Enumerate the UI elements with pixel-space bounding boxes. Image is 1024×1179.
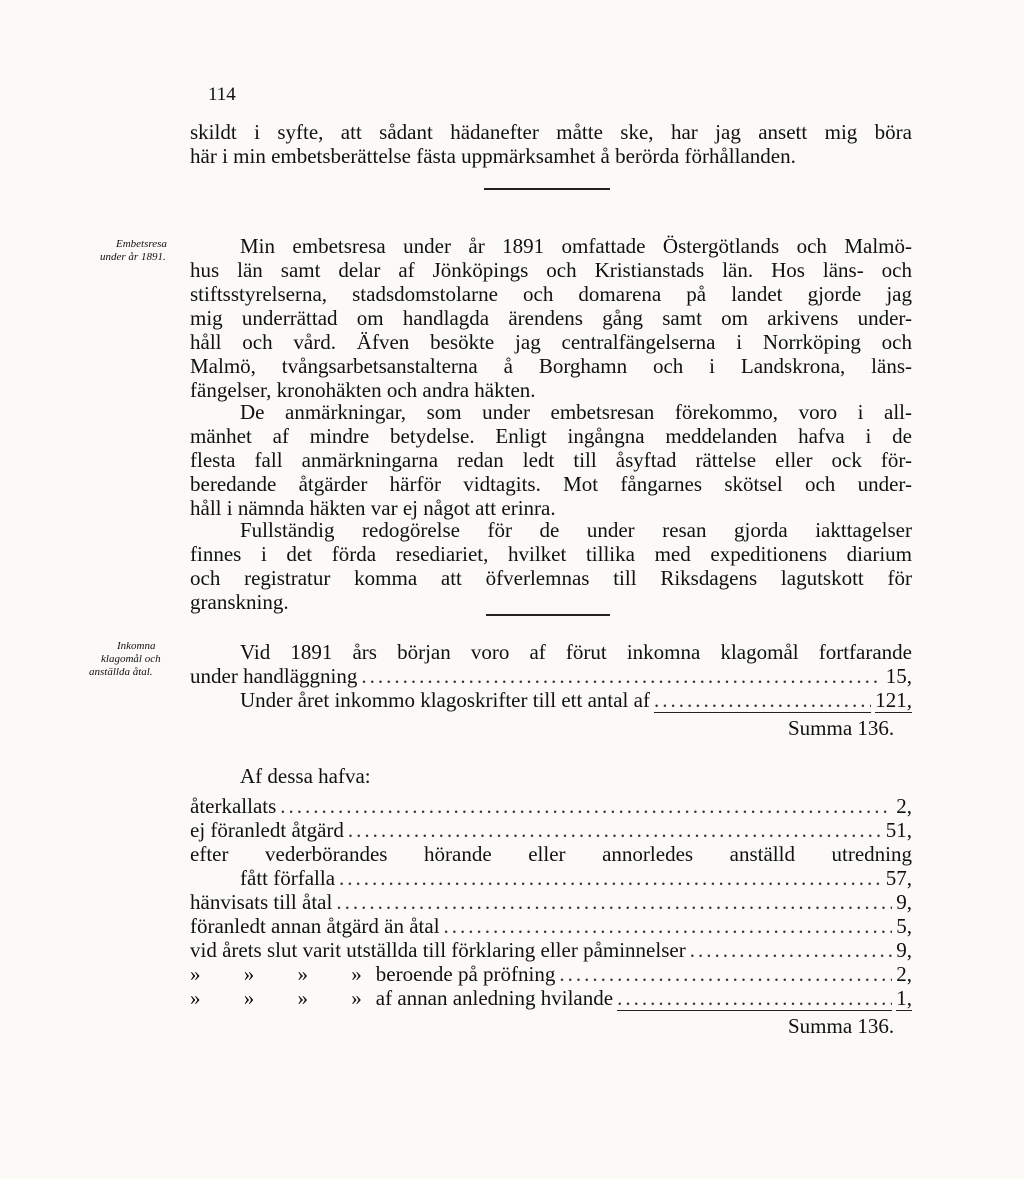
outcome-row: [190, 962, 912, 986]
report-line: och registratur komma att öfverlemnas till Riksdagens lagutskott för: [190, 566, 912, 590]
row-label: af annan anledning hvilande: [375, 986, 614, 1010]
complaints-row: [190, 664, 912, 688]
remarks-line: håll i nämnda häkten var ej något att erinra.: [190, 496, 556, 520]
leader-dots: [690, 938, 893, 962]
section-divider: [484, 188, 610, 190]
travel-line: mig underrättad om handlagda ärendens gång samt om arkivens under-: [190, 306, 912, 330]
row-label: beroende på pröfning: [375, 962, 556, 986]
margin-note-complaints: klagomål och: [101, 653, 161, 665]
leader-dots: [336, 890, 892, 914]
row-value: 57,: [885, 866, 912, 890]
leader-dots: [348, 818, 882, 842]
row-label: Under året inkommo klagoskrifter till ett antal af: [240, 688, 650, 712]
row-label: fått förfalla: [240, 866, 336, 890]
outcome-row: [190, 986, 912, 1011]
travel-line: hus län samt delar af Jönköpings och Kristianstads län. Hos läns- och: [190, 258, 912, 282]
row-label: under handläggning: [190, 664, 358, 688]
row-value: 1,: [896, 986, 912, 1010]
row-value: 2,: [896, 962, 912, 986]
outcome-row: [190, 794, 912, 818]
leader-dots: [361, 664, 881, 688]
margin-note-complaints: Inkomna: [117, 640, 156, 652]
margin-note-travel: Embetsresa: [116, 238, 167, 250]
row-value: 5,: [896, 914, 912, 938]
leader-dots: [617, 986, 892, 1011]
intro-line: skildt i syfte, att sådant hädanefter måtte ske, har jag ansett mig böra: [190, 120, 912, 144]
leader-dots: [654, 688, 871, 713]
leader-dots: [280, 794, 892, 818]
travel-line: stiftsstyrelserna, stadsdomstolarne och domarena på landet gjorde jag: [190, 282, 912, 306]
report-line: Fullständig redogörelse för de under resan gjorda iakttagelser: [240, 518, 912, 542]
row-label: återkallats: [190, 794, 277, 818]
margin-note-complaints: anställda åtal.: [89, 666, 153, 678]
row-label: hänvisats till åtal: [190, 890, 333, 914]
row-value: 15,: [885, 664, 912, 688]
complaints-summa: Summa 136.: [788, 716, 895, 740]
row-value: 51,: [885, 818, 912, 842]
complaints-line: Vid 1891 års början voro af förut inkomna klagomål fortfarande: [240, 640, 912, 664]
travel-line: fängelser, kronohäkten och andra häkten.: [190, 378, 536, 402]
travel-line: Malmö, tvångsarbetsanstalterna å Borghamn och i Landskrona, läns-: [190, 354, 912, 378]
row-label: vid årets slut varit utställda till förklaring eller påminnelser: [190, 938, 686, 962]
outcome-row: [240, 866, 912, 890]
outcome-row: [190, 818, 912, 842]
row-label: ej föranledt åtgärd: [190, 818, 344, 842]
outcome-row: [190, 890, 912, 914]
outcome-row: [190, 914, 912, 938]
complaints-row: [240, 688, 912, 713]
intro-line: här i min embetsberättelse fästa uppmärksamhet å berörda förhållanden.: [190, 144, 796, 168]
travel-line: håll och vård. Äfven besökte jag centralfängelserna i Norrköping och: [190, 330, 912, 354]
row-value: 121,: [875, 688, 912, 712]
row-label: föranledt annan åtgärd än åtal: [190, 914, 440, 938]
ditto-marks: » » » »: [190, 986, 362, 1010]
outcome-row: efter vederbörandes hörande eller annorledes anställd utredning: [190, 842, 912, 866]
ditto-marks: » » » »: [190, 962, 362, 986]
report-line: granskning.: [190, 590, 289, 614]
row-value: 2,: [896, 794, 912, 818]
remarks-line: beredande åtgärder härför vidtagits. Mot fångarnes skötsel och under-: [190, 472, 912, 496]
outcomes-summa: Summa 136.: [788, 1014, 895, 1038]
outcomes-heading: Af dessa hafva:: [240, 764, 371, 788]
leader-dots: [559, 962, 892, 986]
margin-note-travel: under år 1891.: [100, 251, 166, 263]
row-value: 9,: [896, 938, 912, 962]
travel-line: Min embetsresa under år 1891 omfattade Östergötlands och Malmö-: [240, 234, 912, 258]
leader-dots: [444, 914, 893, 938]
row-value: 9,: [896, 890, 912, 914]
remarks-line: mänhet af mindre betydelse. Enligt ingångna meddelanden hafva i de: [190, 424, 912, 448]
section-divider: [486, 614, 610, 616]
remarks-line: De anmärkningar, som under embetsresan förekommo, voro i all-: [240, 400, 912, 424]
leader-dots: [339, 866, 882, 890]
remarks-line: flesta fall anmärkningarna redan ledt till åsyftad rättelse eller ock för-: [190, 448, 912, 472]
page-number: 114: [208, 84, 236, 105]
outcome-row: [190, 938, 912, 962]
report-line: finnes i det förda resediariet, hvilket tillika med expeditionens diarium: [190, 542, 912, 566]
